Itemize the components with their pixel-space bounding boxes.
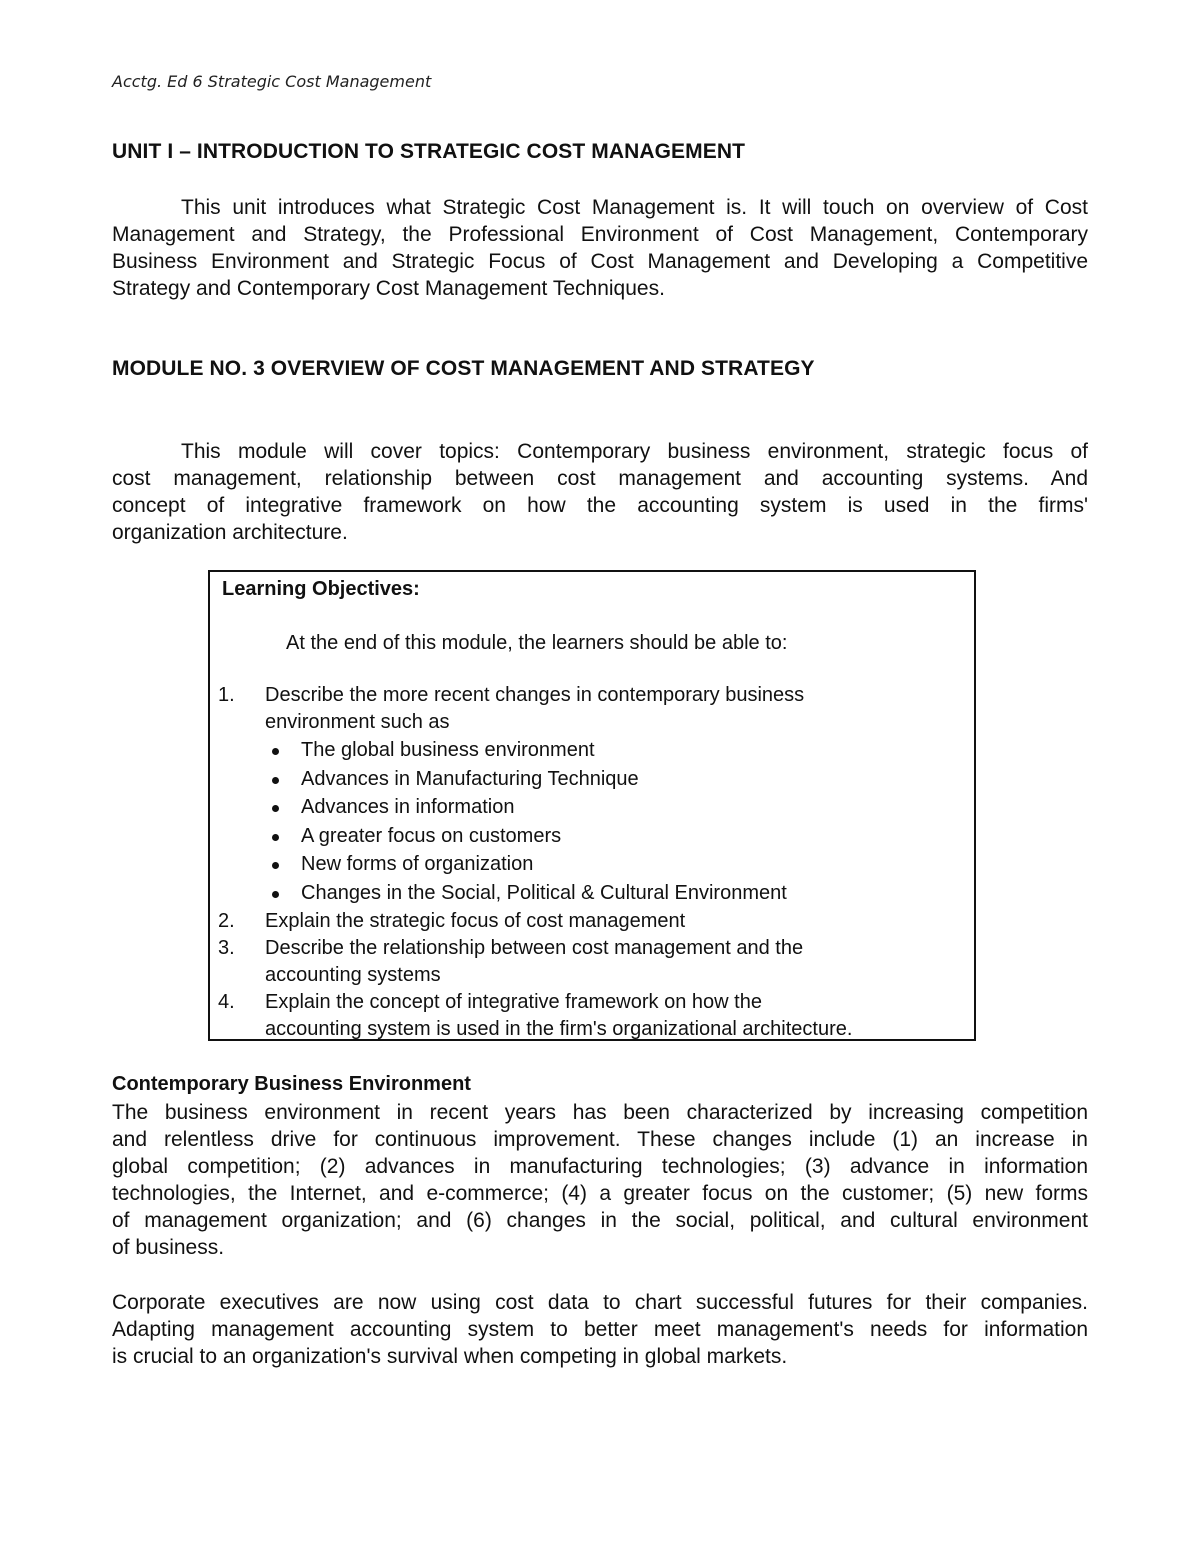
- bullet-item: Advances in Manufacturing Technique: [301, 768, 639, 790]
- text-line: global competition; (2) advances in manufacturing technologies; (3) advance in information: [112, 1155, 1088, 1178]
- text-line: and relentless drive for continuous improvement. These changes include (1) an increase in: [112, 1128, 1088, 1151]
- objective-number: 2.: [218, 910, 235, 932]
- unit-intro-paragraph: [112, 194, 1088, 302]
- objective-text: accounting system is used in the firm's organizational architecture.: [265, 1018, 853, 1040]
- page-header: Acctg. Ed 6 Strategic Cost Management: [112, 72, 432, 91]
- text-line: Business Environment and Strategic Focus of Cost Management and Developing a Competitive: [112, 250, 1088, 273]
- learning-objectives-box: [208, 570, 976, 1041]
- bullet-item: The global business environment: [301, 739, 595, 761]
- text-line: organization architecture.: [112, 521, 348, 544]
- section-paragraph: [112, 1099, 1088, 1261]
- text-line: Strategy and Contemporary Cost Management Techniques.: [112, 277, 665, 300]
- bullet-dot-icon: [272, 891, 279, 898]
- text-line: This module will cover topics: Contemporary business environment, strategic focus of: [181, 440, 1088, 463]
- module-intro-paragraph: [112, 438, 1088, 546]
- bullet-item: Advances in information: [301, 796, 515, 818]
- text-line: The business environment in recent years has been characterized by increasing competition: [112, 1101, 1088, 1124]
- text-line: Management and Strategy, the Professional Environment of Cost Management, Contemporary: [112, 223, 1088, 246]
- bullet-dot-icon: [272, 805, 279, 812]
- text-line: This unit introduces what Strategic Cost Management is. It will touch on overview of Cost: [181, 196, 1088, 219]
- text-line: of business.: [112, 1236, 225, 1259]
- bullet-dot-icon: [272, 748, 279, 755]
- text-line: cost management, relationship between cost management and accounting systems. And: [112, 467, 1088, 490]
- text-line: technologies, the Internet, and e-commerce; (4) a greater focus on the customer; (5) new forms: [112, 1182, 1088, 1205]
- objective-text: environment such as: [265, 711, 450, 733]
- bullet-dot-icon: [272, 777, 279, 784]
- objective-text: Explain the strategic focus of cost management: [265, 910, 686, 932]
- objective-number: 1.: [218, 684, 235, 706]
- text-line: is crucial to an organization's survival when competing in global markets.: [112, 1345, 788, 1368]
- bullet-dot-icon: [272, 862, 279, 869]
- objective-text: accounting systems: [265, 964, 441, 986]
- section-paragraph: [112, 1289, 1088, 1370]
- bullet-item: Changes in the Social, Political & Cultural Environment: [301, 882, 787, 904]
- section-title: Contemporary Business Environment: [112, 1073, 471, 1095]
- text-line: Corporate executives are now using cost data to chart successful futures for their companies.: [112, 1291, 1088, 1314]
- objective-number: 3.: [218, 937, 235, 959]
- bullet-item: New forms of organization: [301, 853, 534, 875]
- bullet-dot-icon: [272, 834, 279, 841]
- module-heading: MODULE NO. 3 OVERVIEW OF COST MANAGEMENT AND STRATEGY: [112, 357, 815, 380]
- text-line: Adapting management accounting system to better meet management's needs for information: [112, 1318, 1088, 1341]
- objective-text: Describe the relationship between cost management and the: [265, 937, 804, 959]
- learning-objectives-title: Learning Objectives:: [222, 578, 420, 600]
- objective-text: Describe the more recent changes in contemporary business: [265, 684, 805, 706]
- text-line: concept of integrative framework on how the accounting system is used in the firms': [112, 494, 1088, 517]
- bullet-item: A greater focus on customers: [301, 825, 562, 847]
- unit-heading: UNIT I – INTRODUCTION TO STRATEGIC COST MANAGEMENT: [112, 140, 746, 163]
- objective-number: 4.: [218, 991, 235, 1013]
- objective-text: Explain the concept of integrative framework on how the: [265, 991, 762, 1013]
- learning-objectives-intro: At the end of this module, the learners should be able to:: [286, 632, 788, 654]
- text-line: of management organization; and (6) changes in the social, political, and cultural environment: [112, 1209, 1088, 1232]
